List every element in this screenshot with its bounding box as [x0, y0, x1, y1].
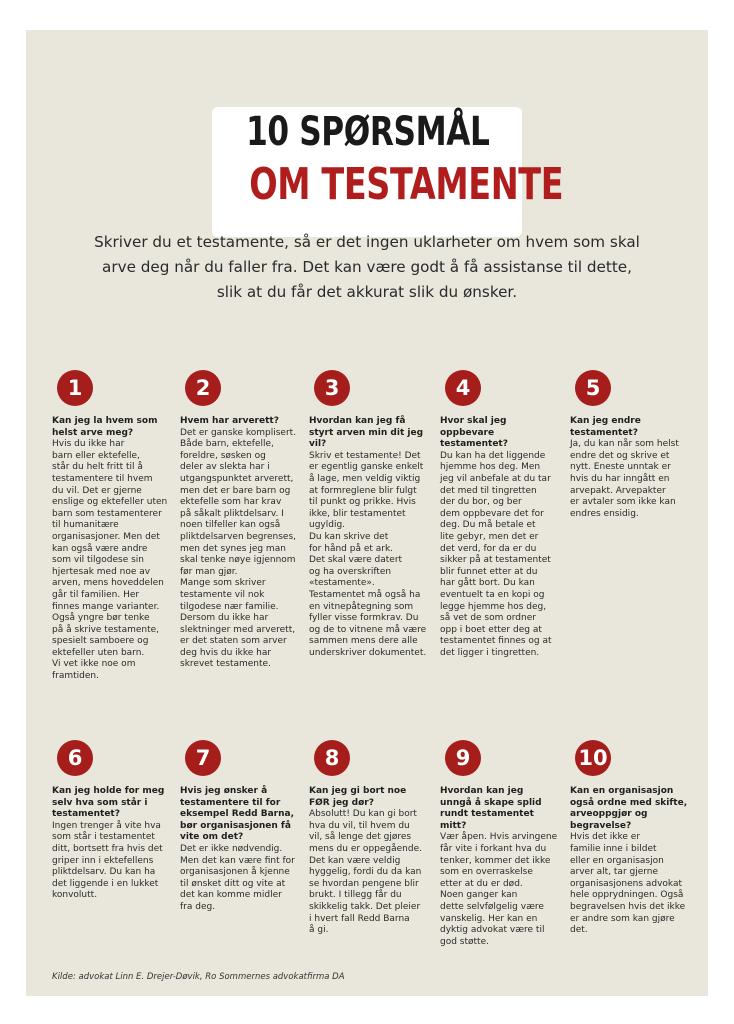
question-answer: Det er ganske komplisert. Både barn, ektefelle, foreldre, søsken og deler av slekta har i utgangspunktet arverett, men det er bare barn og ektefelle som har krav på såkalt pliktdelsarv. I noen tilfeller kan også pliktdelsarven begrenses, men det synes jeg man skal tenke nøye igjennom før man gjør. Mange som skriver testamente vil nok tilgodese nær familie. Dersom du ikke har slektninger med arverett, er det staten som arver deg hvis du ikke har skrevet testamente. — [180, 427, 297, 670]
question-heading: Kan jeg holde for meg selv hva som står i testamentet? — [52, 786, 165, 820]
number-badge: 7 — [185, 740, 221, 776]
source-credit: Kilde: advokat Linn E. Drejer-Døvik, Ro Sommernes advokatfirma DA — [52, 972, 345, 982]
question-item-4 — [440, 370, 558, 659]
question-heading: Hvem har arverett? — [180, 416, 279, 426]
question-answer: Ingen trenger å vite hva som står i testamentet ditt, bortsett fra hvis det griper inn i ektefellens pliktdelsarv. Du kan ha det liggende i en lukket konvolutt. — [52, 820, 163, 901]
question-item-7 — [180, 740, 298, 914]
title-box — [212, 107, 564, 237]
question-heading: Kan jeg endre testamentet? — [570, 416, 641, 438]
number-badge: 10 — [575, 740, 611, 776]
question-heading: Kan en organisasjon også ordne med skifte, arveoppgjør og begravelse? — [570, 786, 688, 831]
question-heading: Kan jeg gi bort noe FØR jeg dør? — [309, 786, 407, 808]
intro-text: Skriver du et testamente, så er det ingen uklarheter om hvem som skal arve deg når du faller fra. Det kan være godt å få assistanse til dette, slik at du får det akkurat slik du ønsker. — [94, 233, 640, 301]
question-item-2 — [180, 370, 298, 671]
question-answer: Vær åpen. Hvis arvingene får vite i forkant hva du tenker, kommer det ikke som en overraskelse etter at du er død. Noen ganger kan dette selvfølgelig være vanskelig. Her kan en dyktig advokat være til god støtte. — [440, 832, 558, 947]
title-line-1: 10 SPØRSMÅL — [246, 109, 490, 155]
question-answer: Skriv et testamente! Det er egentlig ganske enkelt å lage, men veldig viktig at formreglene blir fulgt til punkt og prikke. Hvis ikke, blir testamentet ugyldig. Du kan skrive det for hånd på et ark. Det skal være datert og ha overskriften «testamente». Testamentet må også ha en vitnepåtegning som fyller visse formkrav. Du og de to vitnene må være sammen mens dere alle underskriver dokumentet. — [309, 450, 427, 658]
question-answer: Det er ikke nødvendig. Men det kan være fint for organisasjonen å kjenne til ønsket ditt og vite at det kan komme midler fra deg. — [180, 843, 295, 912]
question-heading: Hvis jeg ønsker å testamentere til for eksempel Redd Barna, bør organisasjonen få vite om det? — [180, 786, 295, 843]
number-badge: 2 — [185, 370, 221, 406]
title-line-2: OM TESTAMENTE — [249, 159, 564, 210]
number-badge: 8 — [314, 740, 350, 776]
number-badge: 1 — [57, 370, 93, 406]
question-item-10 — [570, 740, 688, 937]
question-heading: Hvor skal jeg oppbevare testamentet? — [440, 416, 508, 450]
question-heading: Kan jeg la hvem som helst arve meg? — [52, 416, 158, 438]
question-item-3 — [309, 370, 427, 659]
question-item-1 — [52, 370, 170, 683]
question-heading: Hvordan kan jeg unngå å skape splid rundt testamentet mitt? — [440, 786, 542, 831]
question-answer: Hvis det ikke er familie inne i bildet eller en organisasjon arver alt, tar gjerne organisasjonens advokat hele opprydningen. Også begravelsen hvis det ikke er andre som kan gjøre det. — [570, 832, 686, 936]
question-item-9 — [440, 740, 558, 948]
number-badge: 6 — [57, 740, 93, 776]
question-answer: Absolutt! Du kan gi bort hva du vil, til hvem du vil, så lenge det gjøres mens du er oppegående. Det kan være veldig hyggelig, fordi du da kan se hvordan pengene blir brukt. I tillegg får du skikkelig takk. Det pleier i hvert fall Redd Barna å gi. — [309, 809, 422, 936]
question-answer: Ja, du kan når som helst endre det og skrive et nytt. Eneste unntak er hvis du har inngått en arvepakt. Arvepakter er avtaler som ikke kan endres ensidig. — [570, 439, 679, 519]
number-badge: 4 — [445, 370, 481, 406]
number-badge: 5 — [575, 370, 611, 406]
number-badge: 9 — [445, 740, 481, 776]
question-item-5 — [570, 370, 688, 520]
number-badge: 3 — [314, 370, 350, 406]
question-answer: Hvis du ikke har barn eller ektefelle, står du helt fritt til å testamentere til hvem du vil. Det er gjerne enslige og ektefeller uten barn som testamenterer til humanitære organisasjoner. Men det kan også være andre som vil tilgodese sin hjertesak med noe av arven, mens hoveddelen går til familien. Her finnes mange varianter. Også yngre bør tenke på å skrive testamente, spesielt samboere og ektefeller uten barn. Vi vet ikke noe om framtiden. — [52, 439, 168, 682]
question-item-6 — [52, 740, 170, 902]
question-answer: Du kan ha det liggende hjemme hos deg. Men jeg vil anbefale at du tar det med til tingretten der du bor, og ber dem oppbevare det for deg. Du må betale et lite gebyr, men det er det verd, for da er du sikker på at testamentet blir funnet etter at du har gått bort. Du kan eventuelt ta en kopi og legge hjemme hos deg, så vet de som ordner opp i boet etter deg at testamentet finnes og at det ligger i tingretten. — [440, 450, 552, 658]
question-item-8 — [309, 740, 427, 937]
question-heading: Hvordan kan jeg få styrt arven min dit jeg vil? — [309, 416, 424, 450]
